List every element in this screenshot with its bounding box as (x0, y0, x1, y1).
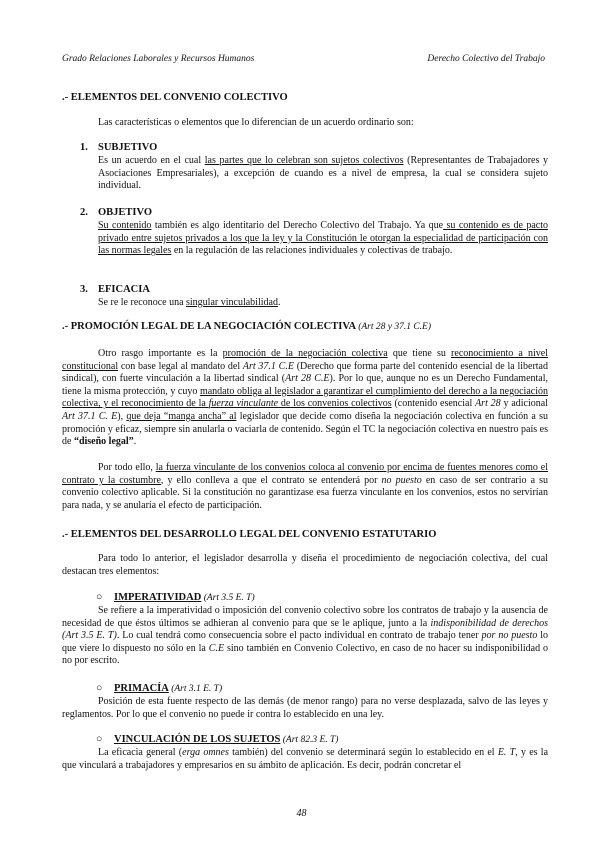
circle-bullet-icon: ○ (96, 683, 103, 694)
bullet-imperatividad-body: Se refiere a la imperatividad o imposición del convenio colectivo sobre los contratos de trabajo y la ausencia de necesidad de que éstos últimos se adhieran al convenio para que se le aplique, junto a la indisponibilidad de derechos (Art 3.5 E. T). Lo cual tendrá como consecuencia sobre el pacto individual en contrato de trabajo tener por no puesto lo que viere lo dispuesto no sólo en la C.E sino también en Convenio Colectivo, en caso de no hacer su indisponibilidad o no por escrito. (62, 605, 549, 667)
paragraph-fuerza-vinculante: Por todo ello, la fuerza vinculante de los convenios coloca al convenio por encima de fuentes menores como el contrato y la costumbre, y ello conlleva a que el contrato se entenderá por no puesto en caso de ser contrario a su convenio colectivo aplicable. Si la constitución no garantizase esa fuerza vinculante en los convenios, estos no servirían para nada, y se anularía el efecto de participación. (62, 462, 549, 511)
section1-intro: Las características o elementos que lo diferencian de un acuerdo ordinario son: (98, 117, 414, 128)
item-subjetivo-body: Es un acuerdo en el cual las partes que lo celebran son sujetos colectivos (Representantes de Trabajadores y Asociaciones Empresariales), a excepción de cuando es a nivel de empresa, la cual se considera sujeto individual. (98, 155, 548, 192)
bullet-primacia-heading: ○ PRIMACÍA (Art 3.1 E. T) (96, 683, 223, 694)
item-subjetivo-heading: 1. SUBJETIVO (80, 142, 158, 153)
bullet-imperatividad-heading: ○ IMPERATIVIDAD (Art 3.5 E. T) (96, 592, 255, 603)
item-eficacia-heading: 3. EFICACIA (80, 284, 150, 295)
bullet-primacia-body: Posición de esta fuente respecto de las demás (de menor rango) para no verse desplazada, salvo de las leyes y reglamentos. Por lo que el convenio no puede ir contra lo establecido en una ley. (62, 696, 548, 720)
page-number: 48 (296, 808, 307, 819)
bullet-vinculacion-heading: ○ VINCULACIÓN DE LOS SUJETOS (Art 82.3 E. T) (96, 734, 339, 745)
paragraph-promocion: Otro rasgo importante es la promoción de la negociación colectiva que tiene su reconocimiento a nivel constitucional con base legal al mandato del Art 37.1 C.E (Derecho que forma parte del contenido esencial de la libertad sindical), con fuerte vinculación a la libertad sindical (Art 28 C.E). Por lo que, aunque no es un Derecho Fundamental, tiene la misma protección, y cuyo mandato obliga al legislador a garantizar el cumplimiento del derecho a la negociación colectiva, y el reconocimiento de la fuerza vinculante de los convenios colectivos (contenido esencial Art 28 y adicional Art 37.1 C. E), que deja “manga ancha” al legislador que decide como diseña la negociación colectiva en función a su promoción y eficaz, siempre sin anularla o vaciarla de contenido. Según el TC la negociación colectiva en nuestro país es de “diseño legal”. (62, 348, 549, 448)
section-title-promocion: .- PROMOCIÓN LEGAL DE LA NEGOCIACIÓN COLECTIVA (Art 28 y 37.1 C.E) (62, 321, 432, 332)
item-eficacia-body: Se re le reconoce una singular vinculabilidad. (98, 297, 281, 308)
item-objetivo-body: Su contenido también es algo identitario del Derecho Colectivo del Trabajo. Ya que su contenido es de pacto privado entre sujetos privados a los que la ley y la Constitución le otorgan la especialidad de participación con las normas legales en la regulación de las relaciones individuales y colectivas de trabajo. (98, 220, 549, 257)
running-header-left: Grado Relaciones Laborales y Recursos Humanos (62, 54, 255, 64)
running-header-right: Derecho Colectivo del Trabajo (427, 54, 545, 64)
section-title-elementos: .- ELEMENTOS DEL CONVENIO COLECTIVO (62, 92, 288, 103)
circle-bullet-icon: ○ (96, 592, 103, 603)
item-objetivo-heading: 2. OBJETIVO (80, 207, 153, 218)
section-title-desarrollo-legal: .- ELEMENTOS DEL DESARROLLO LEGAL DEL CONVENIO ESTATUTARIO (62, 529, 437, 540)
bullet-vinculacion-body: La eficacia general (erga omnes también) del convenio se determinará según lo establecido en el E. T, y es la que vinculará a trabajadores y empresarios en su ámbito de aplicación. Es decir, podrán concretar el (62, 747, 549, 771)
circle-bullet-icon: ○ (96, 734, 103, 745)
section3-intro: Para todo lo anterior, el legislador desarrolla y diseña el procedimiento de negociación colectiva, del cual destacan tres elementos: (62, 553, 548, 577)
